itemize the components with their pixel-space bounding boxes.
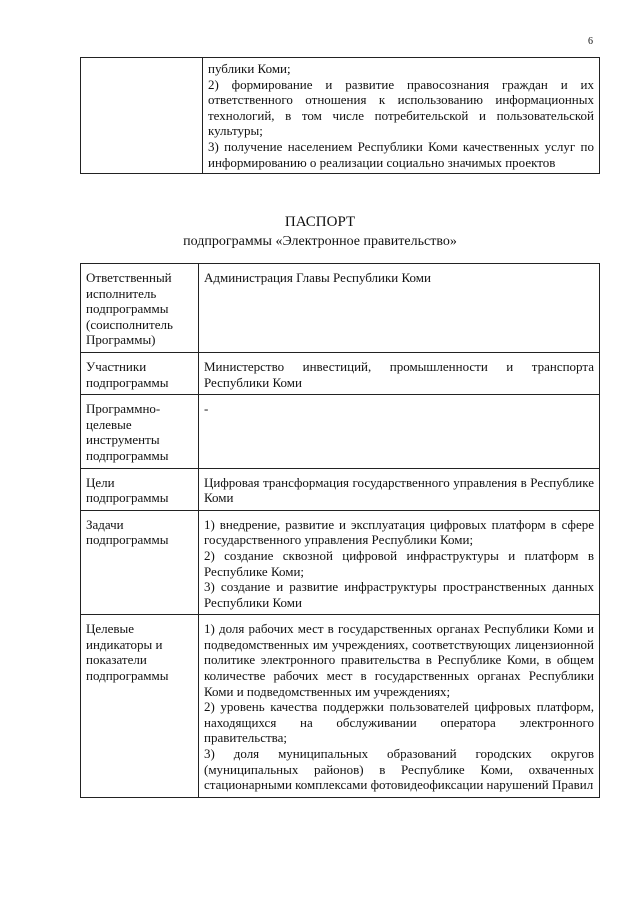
passport-row-tasks	[81, 510, 600, 615]
passport-row-participants	[81, 352, 600, 394]
page-number: 6	[588, 36, 593, 47]
row-value-line: 3) создание и развитие инфраструктуры пространственных данных Республики Коми	[204, 579, 594, 610]
row-value	[199, 264, 600, 353]
row-value-line: Цифровая трансформация государственного управления в Республике Коми	[204, 474, 594, 506]
passport-subtitle: подпрограммы «Электронное правительство»	[183, 234, 457, 249]
row-value-line: Администрация Главы Республики Коми	[204, 270, 431, 285]
continuation-row	[81, 58, 600, 174]
row-value-line: 2) уровень качества поддержки пользователей цифровых платформ, находящихся на обслуживании оператора электронного правительства;	[204, 699, 594, 746]
row-value	[199, 510, 600, 615]
row-value	[199, 395, 600, 468]
row-label: Участники подпрограммы	[81, 352, 199, 394]
row-value-line: Министерство инвестиций, промышленности и транспорта Республики Коми	[204, 358, 594, 390]
row-label: Задачи подпрограммы	[81, 510, 199, 615]
passport-title: ПАСПОРТ	[284, 214, 356, 230]
row-label: Цели подпрограммы	[81, 468, 199, 510]
passport-row-responsible	[81, 264, 600, 353]
row-value	[199, 615, 600, 798]
continuation-item: 2) формирование и развитие правосознания граждан и их ответственного отношения к использованию информационных технологий, в том числе потребительской и пользовательской культуры;	[208, 76, 594, 139]
row-value-line: 3) доля муниципальных образований городских округов (муниципальных районов) в Республике Коми, охваченных стационарными комплексами фотовидеофиксации нарушений Правил	[204, 746, 594, 793]
row-value-line: 1) доля рабочих мест в государственных органах Республики Коми и подведомственных им учреждениях, соответствующих лицензионной политике электронного правительства в Республике Коми, в общем количестве рабочих мест в государственных органах Республики Коми и подведомственных им учреждениях;	[204, 621, 594, 699]
row-label: Ответственный исполнитель подпрограммы (соисполнитель Программы)	[81, 264, 199, 353]
passport-table	[80, 263, 600, 798]
continuation-value-cell	[203, 58, 600, 174]
continuation-table	[80, 57, 600, 174]
passport-row-goals	[81, 468, 600, 510]
row-value-line: 2) создание сквозной цифровой инфраструктуры и платформ в Республике Коми;	[204, 547, 594, 579]
continuation-item: 3) получение населением Республики Коми качественных услуг по информированию о реализации социально значимых проектов	[208, 138, 594, 170]
row-value	[199, 352, 600, 394]
continuation-item: публики Коми;	[208, 61, 291, 76]
row-value-line: -	[204, 401, 209, 417]
row-label: Программно-целевые инструменты подпрограммы	[81, 395, 199, 468]
row-value-line: 1) внедрение, развитие и эксплуатация цифровых платформ в сфере государственного управления Республики Коми;	[204, 516, 594, 548]
passport-row-indicators	[81, 615, 600, 798]
continuation-label-cell	[81, 58, 203, 174]
row-label: Целевые индикаторы и показатели подпрограммы	[81, 615, 199, 798]
row-value	[199, 468, 600, 510]
passport-row-instruments	[81, 395, 600, 468]
